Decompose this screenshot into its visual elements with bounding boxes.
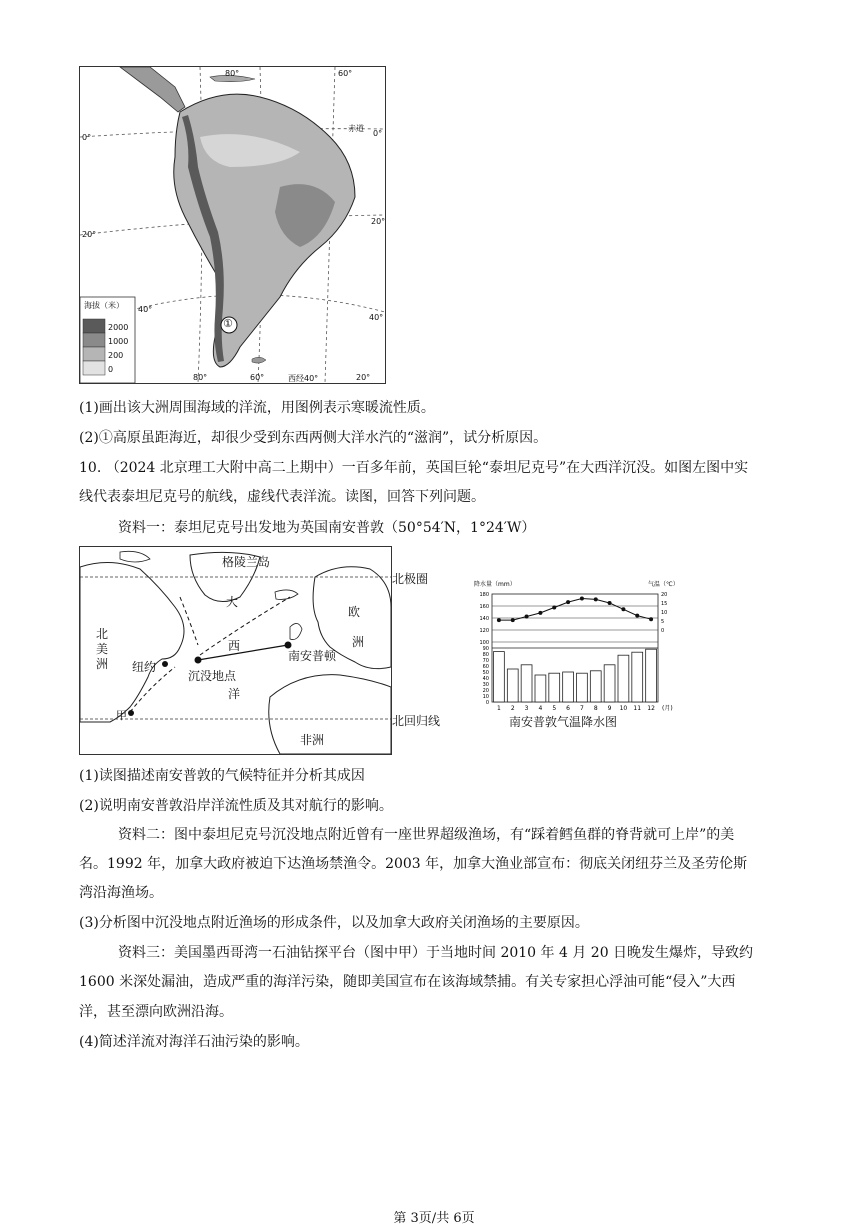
x-tick-label: 5 (552, 705, 557, 712)
tropic-label: 北回归线 (392, 714, 441, 728)
left-tick-label: 60 (482, 664, 489, 670)
x-tick-label: 12 (647, 705, 655, 712)
x-tick-label: 8 (593, 705, 598, 712)
lon-label-60: 60° (250, 373, 265, 382)
temp-point (511, 618, 515, 622)
left-axis-label: 降水量（mm） (474, 581, 516, 588)
lat-label-40-right: 40° (369, 313, 384, 322)
precip-bar (618, 655, 629, 702)
left-tick-label: 90 (482, 646, 489, 652)
legend-200: 200 (108, 351, 124, 360)
greenland-label: 格陵兰岛 (222, 555, 271, 569)
left-tick-label: 40 (482, 676, 489, 682)
precip-bar (632, 652, 643, 702)
material2-line2: 名。1992 年，加拿大政府被迫下达渔场禁渔令。2003 年，加拿大渔业部宣布：彻底关闭纽芬兰及圣劳伦斯 (79, 856, 748, 872)
q10-intro-line2: 线代表泰坦尼克号的航线，虚线代表洋流。读图，回答下列问题。 (79, 489, 485, 505)
lon-label-80: 80° (193, 373, 208, 382)
south-america-map-svg (80, 67, 385, 383)
precip-bar (549, 673, 560, 702)
north-america-char3: 洲 (96, 657, 109, 671)
climate-chart-caption: 南安普敦气温降水图 (509, 715, 618, 729)
precip-bar (646, 649, 657, 702)
precip-bar (521, 665, 532, 702)
material3-line3: 洋，甚至漂向欧洲沿海。 (79, 1004, 233, 1020)
left-tick-label: 100 (479, 640, 489, 646)
new-york-label: 纽约 (132, 660, 157, 674)
left-tick-label: 50 (482, 670, 489, 676)
temp-point (649, 617, 653, 621)
legend-1000: 1000 (108, 337, 129, 346)
sink-point-label: 沉没地点 (188, 669, 237, 683)
q10-intro-line1: 10. （2024 北京理工大附中高二上期中）一百多年前，英国巨轮“泰坦尼克号”在大西洋沉没。如图左图中实 (79, 460, 749, 476)
climate-chart-svg (470, 576, 685, 731)
legend-2000: 2000 (108, 323, 129, 332)
material2-line3: 湾沿海渔场。 (79, 885, 163, 901)
precip-bar (535, 675, 546, 702)
x-tick-label: 6 (566, 705, 570, 712)
ocean-char1: 大 (226, 595, 239, 609)
left-tick-label: 160 (479, 604, 489, 610)
right-axis-label: 气温（℃） (648, 581, 679, 588)
temp-point (621, 607, 625, 611)
temp-point (594, 597, 598, 601)
right-tick-label: 15 (661, 601, 668, 607)
precip-bar (494, 652, 505, 702)
x-tick-label: 2 (510, 705, 515, 712)
precip-bar (563, 672, 574, 702)
left-tick-label: 180 (479, 592, 489, 598)
left-tick-label: 140 (479, 616, 489, 622)
legend-0: 0 (108, 365, 114, 374)
x-axis-label: (月) (662, 705, 673, 712)
precip-bar (604, 665, 615, 702)
arctic-circle-label: 北极圈 (392, 572, 429, 586)
jia-label: 甲 (116, 709, 127, 722)
left-tick-label: 0 (485, 700, 489, 706)
plateau-marker: ① (223, 317, 233, 330)
precip-bar (507, 669, 518, 702)
lon-label-20: 20° (356, 373, 371, 382)
atlantic-map (79, 546, 392, 755)
precip-bar (590, 671, 601, 702)
africa-label: 非洲 (300, 733, 325, 747)
temp-line (499, 599, 651, 621)
north-america-char1: 北 (96, 627, 109, 641)
left-tick-label: 30 (482, 682, 489, 688)
lat-label-0-left: 0° (82, 133, 92, 142)
lat-label-40-left: 40° (138, 305, 153, 314)
lat-label-20-right: 20° (371, 217, 386, 226)
material3-line1: 资料三：美国墨西哥湾一石油钻探平台（图中甲）于当地时间 2010 年 4 月 20 日晚发生爆炸，导致约 (118, 945, 754, 961)
x-tick-label: 1 (497, 705, 501, 712)
q9-sub2: (2)①高原虽距海近，却很少受到东西两侧大洋水汽的“滋润”，试分析原因。 (79, 430, 548, 446)
x-tick-label: 4 (538, 705, 543, 712)
material2-line1: 资料二：图中泰坦尼克号沉没地点附近曾有一座世界超级渔场，有“踩着鳕鱼群的脊背就可上岸”的美 (118, 827, 735, 843)
temp-point (580, 597, 584, 601)
q10-sub2: (2)说明南安普敦沿岸洋流性质及其对航行的影响。 (79, 798, 393, 814)
material3-line2: 1600 米深处漏油，造成严重的海洋污染，随即美国宣布在该海域禁捕。有关专家担心浮油可能“侵入”大西 (79, 974, 736, 990)
temp-point (525, 615, 529, 619)
q10-sub1: (1)读图描述南安普敦的气候特征并分析其成因 (79, 768, 365, 784)
temp-point (566, 600, 570, 604)
ocean-char2: 西 (228, 639, 241, 653)
temp-point (635, 614, 639, 618)
right-tick-label: 5 (661, 619, 665, 625)
q9-sub1: (1)画出该大洲周围海域的洋流，用图例表示寒暖流性质。 (79, 400, 435, 416)
europe-char1: 欧 (348, 605, 361, 619)
x-tick-label: 9 (607, 705, 612, 712)
precip-bar (577, 673, 588, 702)
material1: 资料一：泰坦尼克号出发地为英国南安普敦（50°54′N，1°24′W） (118, 520, 536, 536)
legend-title: 海拔（米） (84, 301, 124, 310)
q10-sub4: (4)简述洋流对海洋石油污染的影响。 (79, 1034, 309, 1050)
ocean-char3: 洋 (228, 687, 241, 701)
temp-point (552, 606, 556, 610)
right-tick-label: 0 (661, 628, 665, 634)
x-tick-label: 10 (619, 705, 628, 712)
x-tick-label: 11 (633, 705, 642, 712)
europe-char2: 洲 (352, 635, 365, 649)
north-america-char2: 美 (96, 642, 109, 656)
lon-label-60-top: 60° (338, 69, 353, 78)
right-tick-label: 20 (661, 592, 668, 598)
climate-chart (470, 576, 685, 731)
lat-label-0-right: 0° (373, 129, 383, 138)
lat-label-20-left: 20° (82, 230, 97, 239)
left-tick-label: 20 (482, 688, 489, 694)
x-tick-label: 3 (524, 705, 529, 712)
q10-sub3: (3)分析图中沉没地点附近渔场的形成条件，以及加拿大政府关闭渔场的主要原因。 (79, 915, 589, 931)
equator-label: 赤道 (348, 124, 364, 133)
lon-label-west40: 西经40° (288, 374, 319, 383)
left-tick-label: 70 (482, 658, 489, 664)
x-tick-label: 7 (580, 705, 584, 712)
right-tick-label: 10 (661, 610, 668, 616)
south-america-map (79, 66, 386, 384)
page-footer: 第 3页/共 6页 (393, 1211, 475, 1226)
temp-point (538, 611, 542, 615)
temp-point (497, 618, 501, 622)
lon-label-80-top: 80° (225, 69, 240, 78)
left-tick-label: 10 (482, 694, 489, 700)
left-tick-label: 120 (479, 628, 489, 634)
southampton-label: 南安普顿 (288, 649, 337, 663)
temp-point (608, 601, 612, 605)
left-tick-label: 80 (482, 652, 489, 658)
